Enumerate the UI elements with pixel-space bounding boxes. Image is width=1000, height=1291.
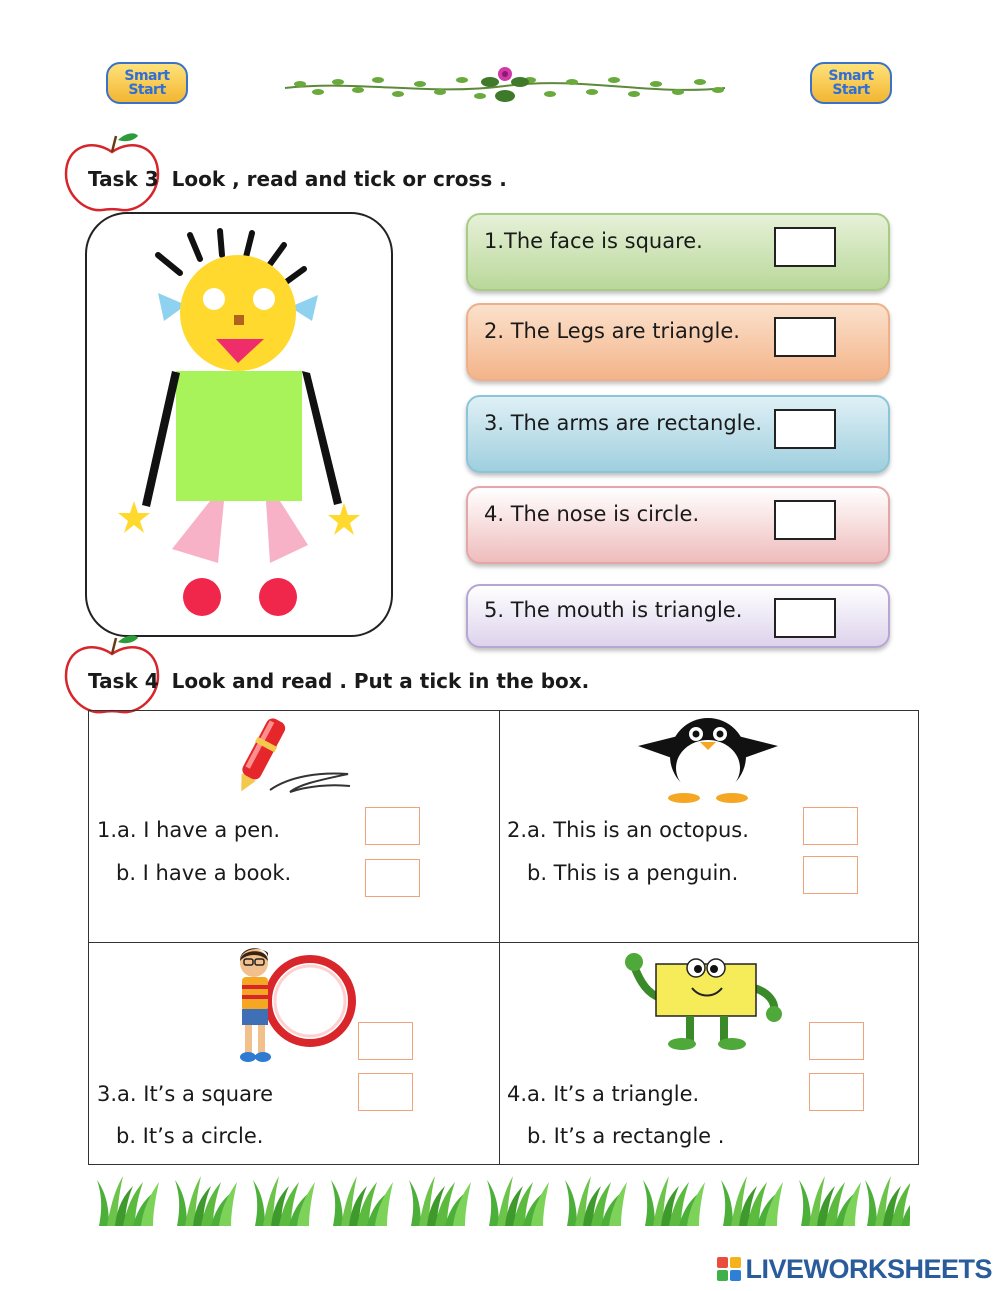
answer-box-2b[interactable] — [803, 856, 858, 894]
statement-text: 3. The arms are rectangle. — [484, 411, 763, 435]
answer-box[interactable] — [774, 227, 836, 267]
answer-box-4a[interactable] — [809, 1022, 864, 1060]
logo-text-line2: Start — [832, 82, 870, 98]
statement-2 — [466, 303, 890, 381]
answer-box-1b[interactable] — [365, 859, 420, 897]
smart-start-logo-left — [106, 62, 188, 104]
liveworksheets-brand — [717, 1253, 992, 1285]
statement-3 — [466, 395, 890, 473]
answer-box-2a[interactable] — [803, 807, 858, 845]
question-2a: 2.a. This is an octopus. — [507, 818, 749, 842]
question-1a: 1.a. I have a pen. — [97, 818, 281, 842]
grid-divider — [499, 711, 500, 1164]
task4-instruction: Look and read . Put a tick in the box. — [171, 669, 590, 693]
logo-text-line2: Start — [128, 82, 166, 98]
smart-start-logo-right — [810, 62, 892, 104]
statement-text: 4. The nose is circle. — [484, 502, 700, 526]
task3-instruction: Look , read and tick or cross . — [171, 167, 507, 191]
rectangle-character-picture — [624, 946, 784, 1056]
task3-heading — [88, 167, 507, 191]
answer-box[interactable] — [774, 500, 836, 540]
statement-5 — [466, 584, 890, 648]
question-4b: b. It’s a rectangle . — [527, 1124, 725, 1148]
shape-robot-picture — [110, 225, 380, 625]
question-2b: b. This is a penguin. — [527, 861, 739, 885]
answer-box-3a[interactable] — [358, 1022, 413, 1060]
task4-label: Task 4 — [88, 669, 159, 693]
grid-divider — [89, 942, 918, 943]
answer-box-1a[interactable] — [365, 807, 420, 845]
task4-heading — [88, 669, 589, 693]
answer-box[interactable] — [774, 409, 836, 449]
brand-logo-icon — [717, 1257, 741, 1281]
task3-label: Task 3 — [88, 167, 159, 191]
question-1b: b. I have a book. — [116, 861, 292, 885]
logo-text-line1: Smart — [124, 68, 170, 84]
logo-text-line1: Smart — [828, 68, 874, 84]
question-4a: 4.a. It’s a triangle. — [507, 1082, 700, 1106]
question-3b: b. It’s a circle. — [116, 1124, 264, 1148]
answer-box-4b[interactable] — [809, 1073, 864, 1111]
statement-1 — [466, 213, 890, 291]
penguin-picture — [638, 714, 778, 804]
answer-box-3b[interactable] — [358, 1073, 413, 1111]
question-3a: 3.a. It’s a square — [97, 1082, 274, 1106]
boy-with-circle-picture — [232, 945, 356, 1065]
statement-text: 5. The mouth is triangle. — [484, 598, 743, 622]
statement-text: 2. The Legs are triangle. — [484, 319, 740, 343]
answer-box[interactable] — [774, 598, 836, 638]
statement-text: 1.The face is square. — [484, 229, 703, 253]
brand-name: LIVEWORKSHEETS — [745, 1253, 992, 1284]
pen-picture — [230, 710, 355, 802]
grass-border-decoration — [95, 1176, 910, 1228]
vine-decoration — [280, 60, 730, 110]
answer-box[interactable] — [774, 317, 836, 357]
statement-4 — [466, 486, 890, 564]
